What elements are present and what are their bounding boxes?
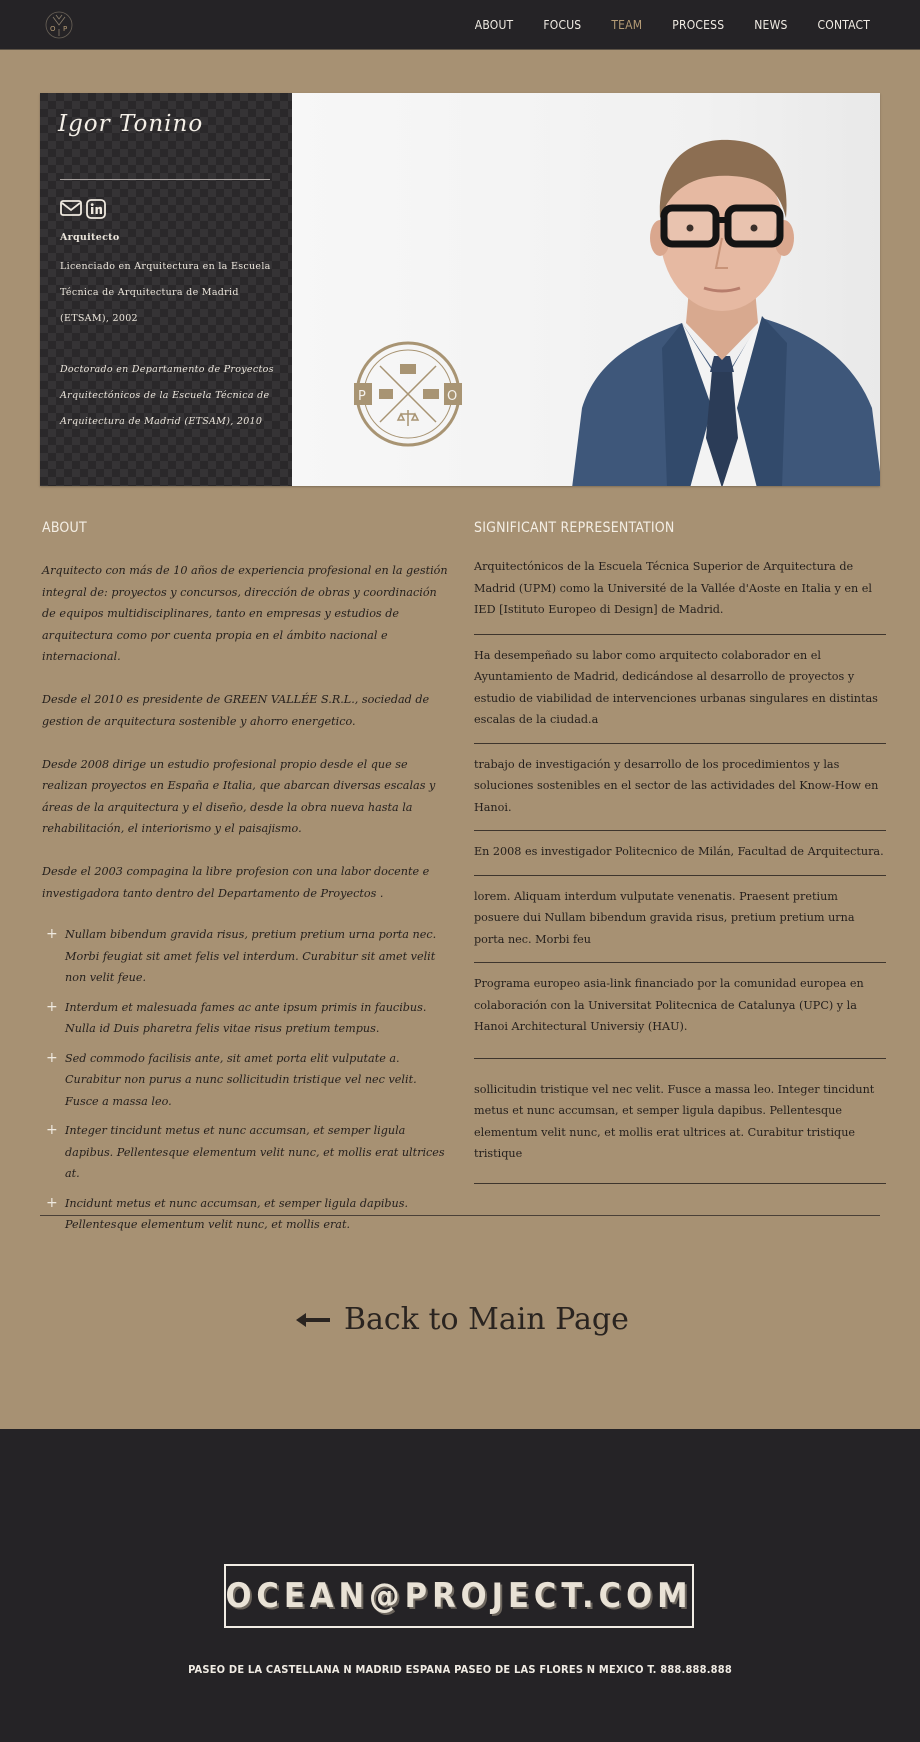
profile-education-degree: Licenciado en Arquitectura en la Escuela Técnica de Arquitectura de Madrid (ETSAM), 2002 — [60, 261, 271, 324]
plus-icon: + — [46, 1194, 58, 1211]
section-divider — [40, 1215, 880, 1216]
representation-item-4: En 2008 es investigador Politecnico de Milán, Facultad de Arquitectura. — [474, 831, 886, 876]
representation-item-2: Ha desempeñado su labor como arquitecto colaborador en el Ayuntamiento de Madrid, dedicándose al desarrollo de proyectos y estudio de viabilidad de intervenciones urbanas singulares en distintas escalas de la ciudad.a — [474, 635, 886, 744]
plus-icon: + — [46, 1049, 58, 1066]
logo-letter-o: O — [50, 25, 56, 33]
footer-address: PASEO DE LA CASTELLANA N MADRID ESPANA PASEO DE LAS FLORES N MEXICO T. 888.888.888 — [188, 1663, 732, 1676]
profile-education-doctorate: Doctorado en Departamento de Proyectos Arquitectónicos de la Escuela Técnica de Arquitectura de Madrid (ETSAM), 2010 — [60, 364, 274, 427]
logo-icon[interactable] — [44, 10, 74, 40]
company-seal-icon — [354, 340, 462, 448]
about-paragraph-4: Desde el 2003 compagina la libre profesion con una labor docente e investigadora tanto dentro del Departamento de Proyectos . — [42, 865, 430, 900]
about-heading: ABOUT — [42, 520, 87, 536]
back-to-main-button[interactable] — [296, 1302, 629, 1337]
social-links — [60, 199, 106, 219]
bullet-text: Integer tincidunt metus et nunc accumsan, et semper ligula dapibus. Pellentesque elementum velit nunc, et mollis erat ultrices at. — [65, 1124, 445, 1180]
nav-team[interactable]: TEAM — [611, 17, 643, 32]
representation-item-1: Arquitectónicos de la Escuela Técnica Superior de Arquitectura de Madrid (UPM) como la Université de la Vallée d'Aoste en Italia y en el IED [Istituto Europeo di Design] de Madrid. — [474, 556, 886, 635]
nav-focus[interactable]: FOCUS — [543, 17, 582, 32]
about-paragraph-1: Arquitecto con más de 10 años de experiencia profesional en la gestión integral de: proyectos y concursos, dirección de obras y coordinación de equipos multidisciplinares, tanto en empresas y estudios de arquitectura como por cuenta propia en el ámbito nacional e internacional. — [42, 564, 448, 663]
back-link-label: Back to Main Page — [344, 1302, 629, 1337]
profile-role: Arquitecto — [60, 232, 120, 243]
nav-news[interactable]: NEWS — [754, 17, 788, 32]
profile-hero — [40, 93, 880, 486]
representation-item-6: Programa europeo asia-link financiado por la comunidad europea en colaboración con la Universitat Politecnica de Catalunya (UPC) y la Hanoi Architectural Universiy (HAU). — [474, 963, 886, 1059]
logo-letter-p: P — [63, 25, 68, 33]
plus-icon: + — [46, 998, 58, 1015]
representation-item-3: trabajo de investigación y desarrollo de los procedimientos y las soluciones sostenibles en el sector de las actividades del Know-How en Hanoi. — [474, 744, 886, 832]
nav-process[interactable]: PROCESS — [672, 17, 725, 32]
nav-contact[interactable]: CONTACT — [817, 17, 870, 32]
main-menu — [475, 0, 870, 49]
bullet-text: Sed commodo facilisis ante, sit amet porta elit vulputate a. Curabitur non purus a nunc sollicitudin tristique vel nec velit. Fusce a massa leo. — [65, 1051, 417, 1108]
plus-icon: + — [46, 926, 58, 942]
seal-letter-o: O — [447, 389, 458, 404]
nav-about[interactable]: ABOUT — [474, 17, 514, 32]
list-item — [42, 924, 452, 989]
profile-name: Igor Tonino — [58, 111, 204, 137]
about-paragraph-2: Desde el 2010 es presidente de GREEN VALLÉE S.R.L., sociedad de gestion de arquitectura sostenible y ahorro energetico. — [42, 693, 430, 728]
linkedin-icon[interactable] — [86, 199, 106, 219]
representation-item-7: sollicitudin tristique vel nec velit. Fusce a massa leo. Integer tincidunt metus et nunc accumsan, et semper ligula dapibus. Pellentesque elementum velit nunc, et mollis erat ultrices at. Curabitur tristique tristique — [474, 1059, 886, 1184]
footer-email[interactable]: OCEAN@PROJECT.COM — [225, 1576, 693, 1616]
bullet-text: Interdum et malesuada fames ac ante ipsum primis in faucibus. Nulla id Duis pharetra felis vitae risus pretium tempus. — [65, 1000, 427, 1035]
email-icon[interactable] — [60, 199, 82, 217]
bullet-text: Incidunt metus et nunc accumsan, et semper ligula dapibus. Pellentesque elementum velit nunc, et mollis erat. — [65, 1196, 409, 1231]
profile-divider — [60, 179, 270, 180]
arrow-left-icon — [296, 1312, 330, 1328]
profile-photo — [292, 93, 880, 486]
portrait-illustration — [572, 108, 880, 486]
profile-card — [40, 93, 292, 486]
email-box[interactable] — [224, 1564, 694, 1628]
representation-heading: SIGNIFICANT REPRESENTATION — [474, 520, 675, 536]
list-item — [42, 997, 452, 1040]
list-item — [42, 1120, 452, 1185]
top-navigation — [0, 0, 920, 50]
representation-item-5: lorem. Aliquam interdum vulputate venenatis. Praesent pretium posuere dui Nullam bibendum gravida risus, pretium pretium urna porta nec. Morbi feu — [474, 876, 886, 964]
representation-section — [474, 520, 886, 1184]
seal-letter-p: P — [358, 389, 366, 404]
list-item — [42, 1193, 452, 1236]
about-paragraph-3: Desde 2008 dirige un estudio profesional propio desde el que se realizan proyectos en España e Italia, que abarcan diversas escalas y áreas de la arquitectura y el diseño, desde la obra nueva hasta la rehabilitación, el interiorismo y el paisajismo. — [42, 757, 436, 835]
footer — [0, 1429, 920, 1742]
bullet-text: Nullam bibendum gravida risus, pretium pretium urna porta nec. Morbi feugiat sit amet felis vel interdum. Curabitur sit amet velit non velit feue. — [65, 928, 437, 984]
about-section — [42, 520, 452, 1236]
plus-icon: + — [46, 1122, 58, 1138]
about-bullet-list — [42, 924, 452, 1236]
list-item — [42, 1048, 452, 1113]
